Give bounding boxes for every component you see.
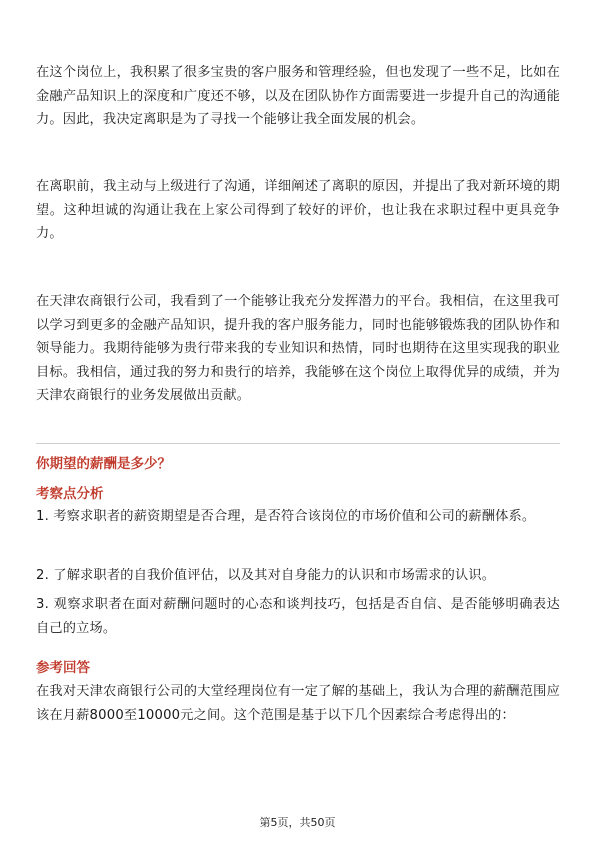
analysis-item-3: 3. 观察求职者在面对薪酬问题时的心态和谈判技巧，包括是否自信、是否能够明确表达自己的立场。 (36, 597, 560, 636)
analysis-item-2: 2. 了解求职者的自我价值评估，以及其对自身能力的认识和市场需求的认识。 (36, 568, 496, 583)
answer-paragraph: 在我对天津农商银行公司的大堂经理岗位有一定了解的基础上，我认为合理的薪酬范围应该在月薪8000至10000元之间。这个范围是基于以下几个因素综合考虑得出的： (36, 684, 560, 723)
page-number-footer: 第5页，共50页 (259, 816, 336, 829)
answer-heading: 参考回答 (36, 660, 90, 676)
question-title: 你期望的薪酬是多少？ (36, 456, 171, 472)
analysis-heading: 考察点分析 (36, 486, 104, 502)
intro-paragraph-3: 在天津农商银行公司，我看到了一个能够让我充分发挥潜力的平台。我相信，在这里我可以学习到更多的金融产品知识，提升我的客户服务能力，同时也能够锻炼我的团队协作和领导能力。我期待能够为贵行带来我的专业知识和热情，同时也期待在这里实现我的职业目标。我相信，通过我的努力和贵行的培养，我能够在这个岗位上取得优异的成绩，并为天津农商银行的业务发展做出贡献。 (36, 294, 560, 403)
analysis-item-1: 1. 考察求职者的薪资期望是否合理，是否符合该岗位的市场价值和公司的薪酬体系。 (36, 509, 536, 524)
intro-paragraph-1: 在这个岗位上，我积累了很多宝贵的客户服务和管理经验，但也发现了一些不足，比如在金融产品知识上的深度和广度还不够，以及在团队协作方面需要进一步提升自己的沟通能力。因此，我决定离职是为了寻找一个能够让我全面发展的机会。 (36, 65, 560, 127)
intro-paragraph-2: 在离职前，我主动与上级进行了沟通，详细阐述了离职的原因，并提出了我对新环境的期望。这种坦诚的沟通让我在上家公司得到了较好的评价，也让我在求职过程中更具竞争力。 (36, 179, 560, 241)
section-divider (36, 443, 560, 444)
